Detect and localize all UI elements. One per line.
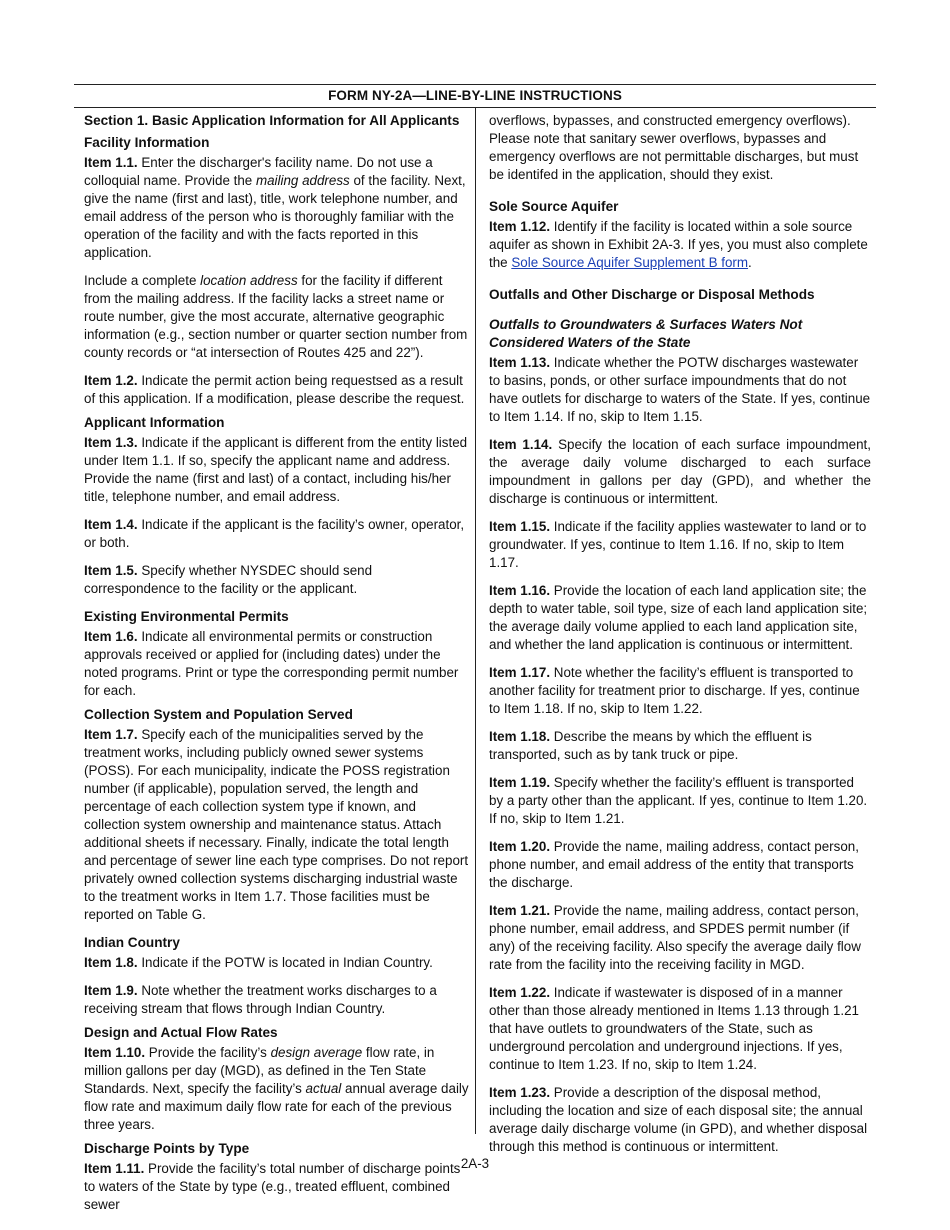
item-1-2: Item 1.2. Indicate the permit action being requestsed as a result of this application. If a modification, please describe the request. [84,373,465,406]
page-number: 2A-3 [460,1156,490,1171]
item-label: Item 1.17. [489,665,551,680]
item-1-12: Item 1.12. Identify if the facility is located within a sole source aquifer as shown in Exhibit 2A-3. If yes, you must also complete the Sole Source Aquifer Supplement B form. [489,219,868,270]
item-1-23: Item 1.23. Provide a description of the disposal method, including the location and size of each disposal site; the annual average daily discharge volume (in GPD), and whether disposal through this method is continuous or intermittent. [489,1085,868,1154]
item-1-13: Item 1.13. Indicate whether the POTW discharges wastewater to basins, ponds, or other surface impoundments that do not have outlets for discharge to waters of the State. If yes, continue to Item 1.14. If no, skip to Item 1.15. [489,355,871,424]
item-1-16: Item 1.16. Provide the location of each land application site; the depth to water table, soil type, size of each land application site; the average daily volume applied to each land application site, and whether the land application is continuous or intermittent. [489,583,868,652]
item-1-19: Item 1.19. Specify whether the facility’s effluent is transported by a party other than the applicant. If yes, continue to Item 1.20. If no, skip to Item 1.21. [489,775,868,826]
item-label: Item 1.12. [489,219,551,234]
item-1-18: Item 1.18. Describe the means by which the effluent is transported, such as by tank truck or pipe. [489,729,812,762]
item-label: Item 1.9. [84,983,138,998]
item-label: Item 1.22. [489,985,551,1000]
item-1-6: Item 1.6. Indicate all environmental permits or construction approvals received or applied for (including dates) under the noted programs. Print or type the corresponding permit number for each. [84,629,459,698]
item-label: Item 1.21. [489,903,551,918]
item-1-3: Item 1.3. Indicate if the applicant is different from the entity listed under Item 1.1. If so, specify the applicant name and address. Provide the name (first and last) of a contact, including his/her title, telephone number, and email address. [84,435,468,504]
heading-collection-system: Collection System and Population Served [84,707,353,722]
column-divider [475,108,476,1134]
item-label: Item 1.23. [489,1085,551,1100]
item-label: Item 1.14. [489,437,553,452]
item-label: Item 1.8. [84,955,138,970]
heading-design-actual-flow-rates: Design and Actual Flow Rates [84,1025,278,1040]
page-title: FORM NY-2A—LINE-BY-LINE INSTRUCTIONS [74,84,876,108]
location-address-paragraph: Include a complete location address for the facility if different from the mailing address. If the facility lacks a street name or route number, give the most accurate, alternative geographic information (e.g., section number or quarter section number from county records or “at intersection of Routes 425 and 22”). [84,273,468,360]
item-1-11: Item 1.11. Provide the facility’s total number of discharge points to waters of the State by type (e.g., treated effluent, combined sewer [84,1161,461,1212]
item-1-10: Item 1.10. Provide the facility’s design average flow rate, in million gallons per day (MGD), as defined in the Ten State Standards. Next, specify the facility’s actual annual average daily flow rate and maximum daily flow rate for each of the previous three years. [84,1045,469,1132]
heading-indian-country: Indian Country [84,935,180,950]
item-label: Item 1.2. [84,373,138,388]
sole-source-aquifer-supplement-link[interactable]: Sole Source Aquifer Supplement B form [511,255,749,270]
item-1-14: Item 1.14. Specify the location of each surface impoundment, the average daily volume discharged to each surface impoundment in gallons per day (GPD), and whether the discharge is continuous or intermittent. [489,437,871,506]
item-label: Item 1.20. [489,839,551,854]
item-1-7: Item 1.7. Specify each of the municipalities served by the treatment works, including publicly owned sewer systems (POSS). For each municipality, indicate the POSS registration number (if applicable), population served, the length and percentage of each collection system type if known, and collection system ownership and maintenance status. Attach additional sheets if necessary. Finally, indicate the total length and percentage of sewer line each type comprises. Do not report privately owned collection systems discharging industrial waste to the treatment works in Item 1.7. Those facilities must be reported on Table G. [84,727,469,922]
item-1-4: Item 1.4. Indicate if the applicant is the facility’s owner, operator, or both. [84,517,465,550]
item-label: Item 1.5. [84,563,138,578]
item-label: Item 1.6. [84,629,138,644]
item-1-8: Item 1.8. Indicate if the POTW is located in Indian Country. [84,955,433,970]
item-label: Item 1.7. [84,727,138,742]
left-column [84,112,470,1224]
item-1-9: Item 1.9. Note whether the treatment works discharges to a receiving stream that flows through Indian Country. [84,983,437,1016]
item-1-20: Item 1.20. Provide the name, mailing address, contact person, phone number, and email address of the entity that transports the discharge. [489,839,859,890]
item-label: Item 1.10. [84,1045,146,1060]
item-label: Item 1.11. [84,1161,145,1176]
heading-existing-environmental-permits: Existing Environmental Permits [84,609,289,624]
section-title: Section 1. Basic Application Information for All Applicants [84,113,460,128]
continuation-paragraph: overflows, bypasses, and constructed emergency overflows). Please note that sanitary sewer overflows, bypasses and emergency overflows are not permittable discharges, but must be identifed in the application, should they exist. [489,113,859,182]
heading-outfalls: Outfalls and Other Discharge or Disposal Methods [489,287,815,302]
item-1-17: Item 1.17. Note whether the facility’s effluent is transported to another facility for treatment prior to discharge. If yes, continue to Item 1.18. If no, skip to Item 1.22. [489,665,860,716]
right-column [489,112,871,1166]
heading-facility-information: Facility Information [84,135,210,150]
item-1-5: Item 1.5. Specify whether NYSDEC should send correspondence to the facility or the applicant. [84,563,373,596]
item-label: Item 1.13. [489,355,551,370]
item-label: Item 1.1. [84,155,138,170]
heading-sole-source-aquifer: Sole Source Aquifer [489,199,619,214]
item-1-15: Item 1.15. Indicate if the facility applies wastewater to land or to groundwater. If yes, continue to Item 1.16. If no, skip to Item 1.17. [489,519,867,570]
item-label: Item 1.15. [489,519,551,534]
item-label: Item 1.19. [489,775,551,790]
item-label: Item 1.3. [84,435,138,450]
item-label: Item 1.18. [489,729,551,744]
item-1-22: Item 1.22. Indicate if wastewater is disposed of in a manner other than those already mentioned in Items 1.13 through 1.21 that have outlets to groundwaters of the State, such as underground percolation and underground injections. If yes, continue to Item 1.23. If no, skip to Item 1.24. [489,985,859,1072]
heading-discharge-points: Discharge Points by Type [84,1141,250,1156]
item-1-1: Item 1.1. Enter the discharger's facility name. Do not use a colloquial name. Provide the mailing address of the facility. Next, give the name (first and last), title, work telephone number, and email address of the person who is thoroughly familiar with the operation of the facility and with the facts reported in this application. [84,155,466,260]
item-label: Item 1.16. [489,583,551,598]
item-label: Item 1.4. [84,517,138,532]
heading-applicant-information: Applicant Information [84,415,225,430]
subheading-outfalls-groundwaters: Outfalls to Groundwaters & Surfaces Waters Not Considered Waters of the State [489,317,803,350]
item-1-21: Item 1.21. Provide the name, mailing address, contact person, phone number, email address, and SPDES permit number (if any) of the receiving facility. Also specify the average daily flow rate from the facility into the receiving facility in MGD. [489,903,861,972]
